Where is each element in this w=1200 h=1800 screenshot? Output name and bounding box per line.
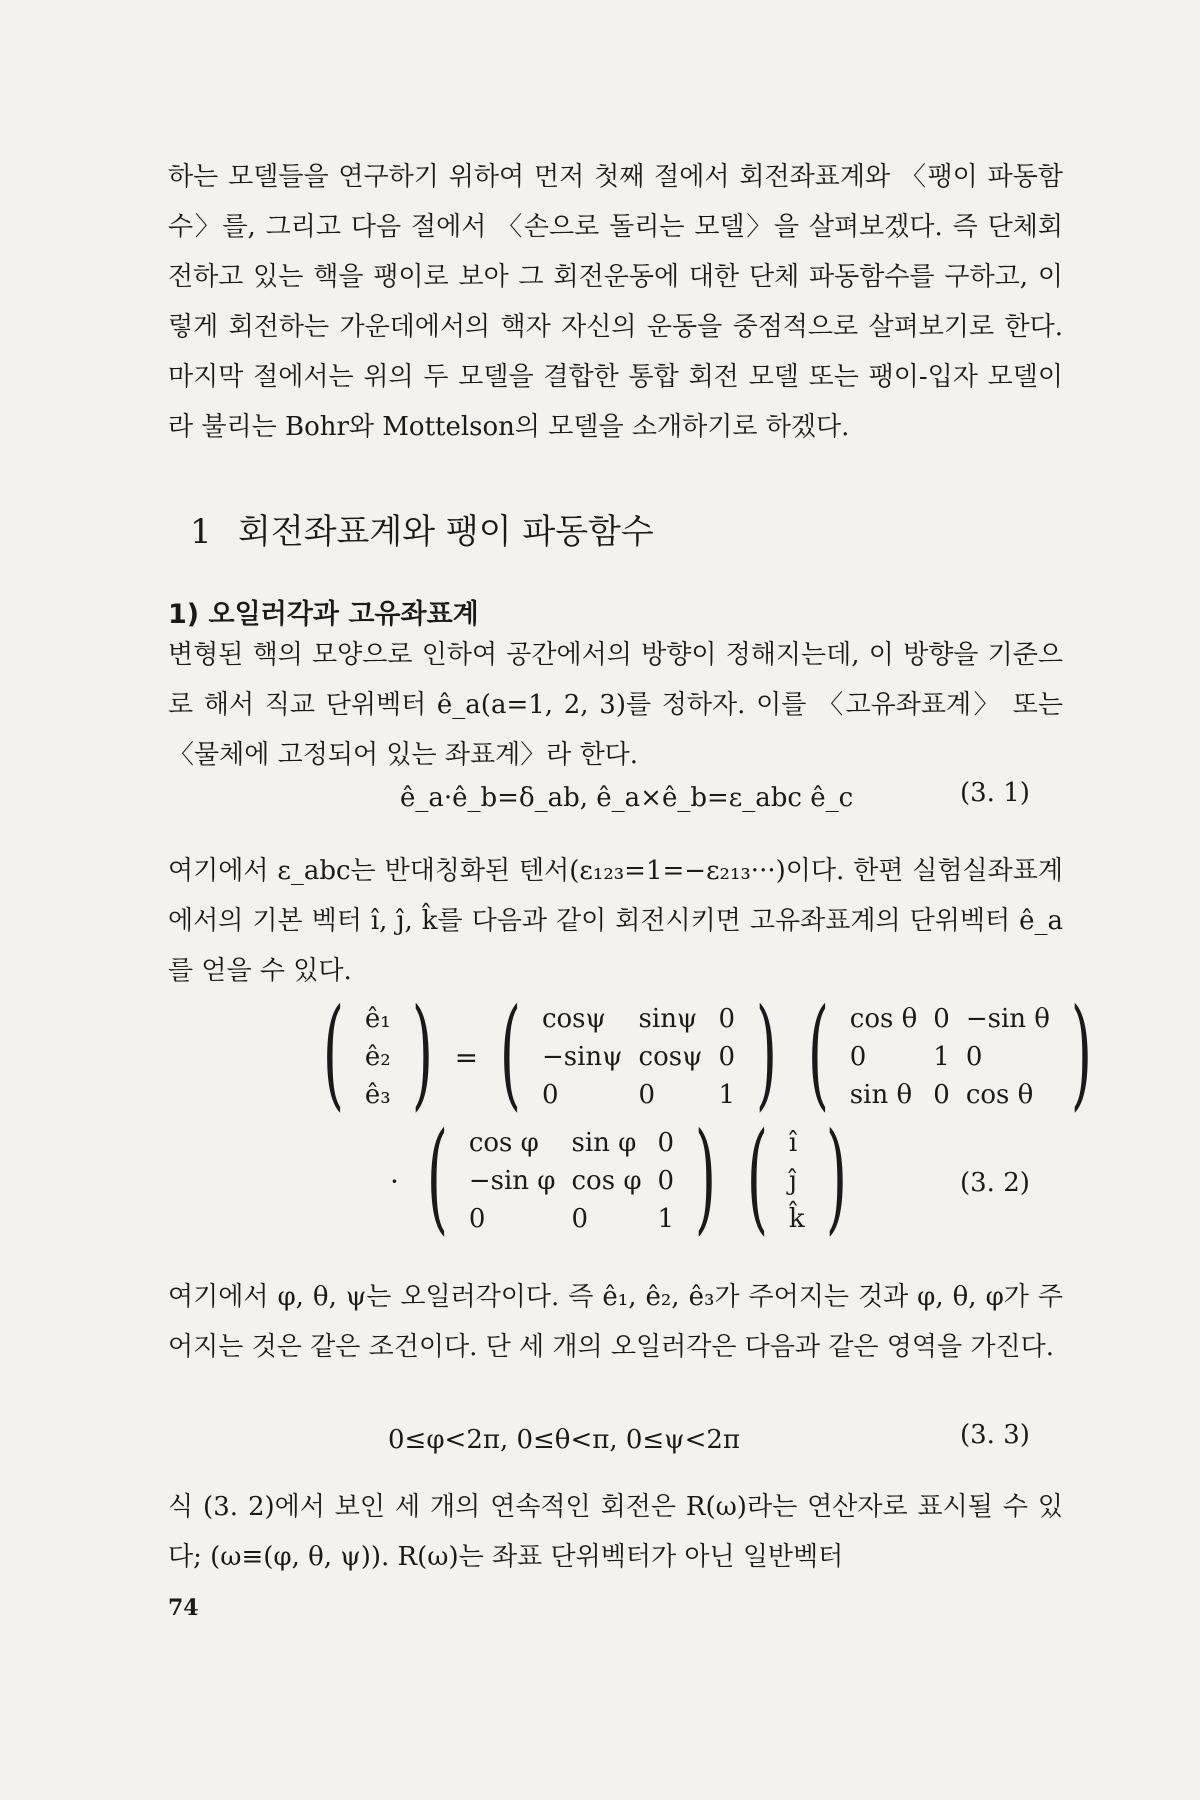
matrix-entry: cosψ — [638, 1042, 703, 1072]
vector-entry: ê₁ — [364, 1004, 391, 1034]
equation-3-2-second-line — [390, 1108, 859, 1247]
section-number: 1 — [190, 512, 212, 552]
section-heading — [190, 510, 654, 554]
equation-number-3-1: (3. 1) — [960, 778, 1030, 808]
equals-sign: = — [454, 1040, 479, 1074]
matrix-entry: 0 — [571, 1204, 589, 1234]
equation-3-1: ê_a·ê_b=δ_ab, ê_a×ê_b=ε_abc ê_c — [400, 783, 854, 813]
matrix-entry: 0 — [657, 1166, 675, 1196]
matrix-psi: ( cosψ sinψ 0 −sinψ cosψ 0 0 0 1 ) — [500, 984, 777, 1123]
matrix-entry: 0 — [541, 1080, 559, 1110]
matrix-entry: 0 — [849, 1042, 867, 1072]
paragraph-body-frame: 변형된 핵의 모양으로 인하여 공간에서의 방향이 정해지는데, 이 방향을 기준으로 해서 직교 단위벡터 ê_a(a=1, 2, 3)를 정하자. 이를 〈고유좌표계〉 또는 〈물체에 고정되어 있는 좌표계〉라 한다. — [168, 640, 1064, 770]
matrix-phi: ( cos φ sin φ 0 −sin φ cos φ 0 0 0 1 ) — [426, 1108, 717, 1247]
matrix-entry: 0 — [933, 1004, 950, 1034]
vector-entry: k̂ — [788, 1204, 805, 1234]
matrix-entry: 0 — [657, 1128, 675, 1158]
paragraph-euler-angles: 여기에서 φ, θ, ψ는 오일러각이다. 즉 ê₁, ê₂, ê₃가 주어지는 것과 φ, θ, φ가 주어지는 것은 같은 조건이다. 단 세 개의 오일러각은 다음과 같은 영역을 가진다. — [168, 1282, 1063, 1362]
matrix-theta: ( cos θ 0 −sin θ 0 1 0 sin θ 0 cos θ ) — [807, 984, 1092, 1123]
matrix-entry: −sin θ — [965, 1004, 1050, 1034]
matrix-entry: 0 — [638, 1080, 656, 1110]
matrix-entry: sin φ — [571, 1128, 637, 1158]
paragraph-epsilon: 여기에서 ε_abc는 반대칭화된 텐서(ε₁₂₃=1=−ε₂₁₃···)이다. 한편 실험실좌표계에서의 기본 벡터 î, ĵ, k̂를 다음과 같이 회전시키면 고유좌표계의 단위벡터 ê_a를 얻을 수 있다. — [168, 856, 1063, 986]
matrix-entry: 1 — [933, 1042, 950, 1072]
matrix-entry: 0 — [718, 1042, 736, 1072]
matrix-entry: cos φ — [571, 1166, 642, 1196]
matrix-entry: cosψ — [541, 1004, 606, 1034]
matrix-entry: 0 — [933, 1080, 950, 1110]
matrix-entry: 0 — [718, 1004, 736, 1034]
vector-entry: ĵ — [788, 1166, 797, 1196]
matrix-entry: sinψ — [638, 1004, 698, 1034]
matrix-entry: 0 — [468, 1204, 486, 1234]
lhs-vector: ( ê₁ ê₂ ê₃ ) — [322, 984, 433, 1123]
matrix-entry: cos φ — [468, 1128, 539, 1158]
paragraph-intro: 하는 모델들을 연구하기 위하여 먼저 첫째 절에서 회전좌표계와 〈팽이 파동함수〉를, 그리고 다음 절에서 〈손으로 돌리는 모델〉을 살펴보겠다. 즉 단체회전하고 있는 핵을 팽이로 보아 그 회전운동에 대한 단체 파동함수를 구하고, 이렇게 회전하는 가운데에서의 핵자 자신의 운동을 중점적으로 살펴보기로 한다. 마지막 절에서는 위의 두 모델을 결합한 통합 회전 모델 또는 팽이-입자 모델이라 불리는 Bohr와 Mottelson의 모델을 소개하기로 하겠다. — [168, 162, 1063, 442]
vector-entry: î — [788, 1128, 798, 1158]
rhs-vector: ( î ĵ k̂ ) — [746, 1108, 847, 1247]
equation-3-3: 0≤φ<2π, 0≤θ<π, 0≤ψ<2π — [388, 1425, 740, 1455]
matrix-entry: cos θ — [965, 1080, 1034, 1110]
page-number: 74 — [168, 1595, 199, 1621]
matrix-entry: cos θ — [849, 1004, 918, 1034]
paragraph-rotation-operator: 식 (3. 2)에서 보인 세 개의 연속적인 회전은 R(ω)라는 연산자로 표시될 수 있다; (ω≡(φ, θ, ψ)). R(ω)는 좌표 단위벡터가 아닌 일반벡터 — [168, 1492, 1063, 1572]
dot-operator: · — [390, 1164, 399, 1198]
matrix-entry: −sinψ — [541, 1042, 623, 1072]
equation-number-3-2: (3. 2) — [960, 1168, 1030, 1198]
matrix-entry: 1 — [657, 1204, 675, 1234]
equation-number-3-3: (3. 3) — [960, 1420, 1030, 1450]
matrix-entry: −sin φ — [468, 1166, 556, 1196]
vector-entry: ê₃ — [364, 1080, 391, 1110]
section-title: 회전좌표계와 팽이 파동함수 — [238, 512, 654, 552]
matrix-entry: 1 — [718, 1080, 736, 1110]
matrix-entry: sin θ — [849, 1080, 913, 1110]
vector-entry: ê₂ — [364, 1042, 391, 1072]
subsection-heading: 1) 오일러각과 고유좌표계 — [168, 599, 479, 630]
matrix-entry: 0 — [965, 1042, 983, 1072]
equation-3-2 — [310, 984, 1105, 1123]
